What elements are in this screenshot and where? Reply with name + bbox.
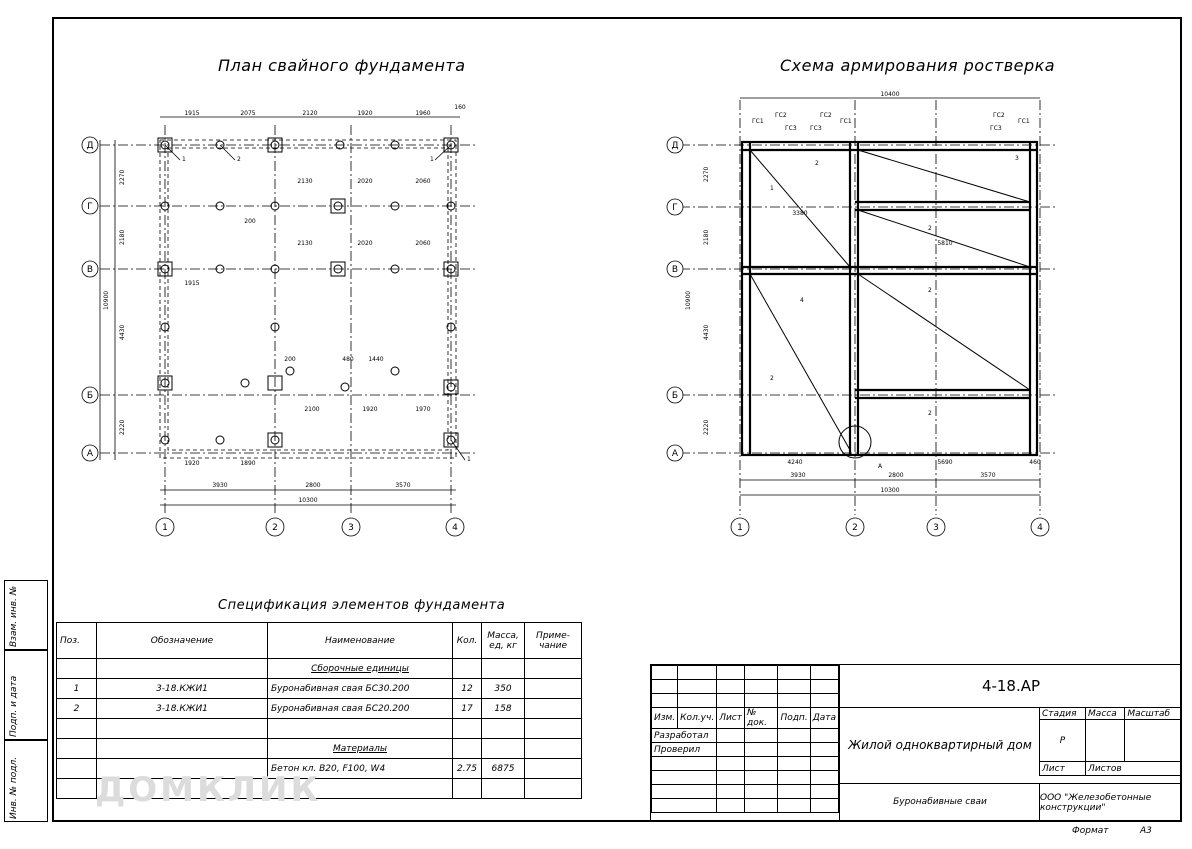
mass-label: Масса (1086, 708, 1125, 720)
dim-label: 5810 (937, 240, 953, 247)
axis-label: 3 (348, 523, 354, 533)
stage-value: Р (1040, 720, 1086, 762)
axis-label: 2 (272, 523, 278, 533)
dim-label: 1915 (184, 110, 200, 117)
side-stamp-label: Взам. инв. № (9, 585, 19, 647)
dim-label: 2130 (297, 240, 313, 247)
pile-mark: 1 (430, 156, 434, 163)
tb-col: Дата (810, 708, 838, 729)
spec-header: Поз. (57, 623, 97, 659)
stage-table (1039, 707, 1181, 776)
spec-cell (525, 759, 582, 779)
rebar-mark: 2 (928, 287, 932, 294)
dim-label: 10300 (880, 487, 900, 494)
spec-cell: 350 (482, 679, 525, 699)
dim-label: 10400 (880, 91, 900, 98)
rebar-mark: ГС2 (820, 112, 832, 119)
axis-label: Д (671, 141, 679, 151)
spec-header: Приме- чание (525, 623, 582, 659)
spec-cell: 158 (482, 699, 525, 719)
dim-label: 1960 (415, 110, 431, 117)
spec-header: Кол. (453, 623, 482, 659)
axis-label: 3 (933, 523, 939, 533)
spec-cell: 6875 (482, 759, 525, 779)
plan-title: План свайного фундамента (218, 56, 466, 75)
rebar-mark: 2 (928, 410, 932, 417)
axis-label: 4 (1037, 523, 1043, 533)
dim-label: 2270 (703, 166, 710, 182)
format-value: А3 (1140, 826, 1152, 836)
axis-label: В (671, 265, 679, 275)
pile-mark: 1 (467, 456, 471, 463)
rebar-mark: А (878, 463, 883, 470)
spec-header: Наименование (268, 623, 453, 659)
rebar-mark: 1 (770, 185, 774, 192)
pile-mark: 2 (237, 156, 241, 163)
dim-label: 4240 (787, 459, 803, 466)
dim-label: 3570 (395, 482, 411, 489)
dim-label: 2800 (888, 472, 904, 479)
rebar-mark: ГС1 (1018, 118, 1030, 125)
axis-label: Б (86, 391, 94, 401)
scheme-title: Схема армирования ростверка (780, 56, 1056, 75)
rebar-mark: ГС1 (752, 118, 764, 125)
dim-label: 1970 (415, 406, 431, 413)
dim-label: 5690 (937, 459, 953, 466)
tb-col: № док. (745, 708, 778, 729)
rebar-mark: ГС2 (775, 112, 787, 119)
dim-label: 1915 (184, 280, 200, 287)
dim-label: 2060 (415, 178, 431, 185)
dim-label: 2180 (119, 229, 126, 245)
dim-label: 2100 (304, 406, 320, 413)
dim-label: 1920 (357, 110, 373, 117)
dim-label: 4430 (119, 324, 126, 340)
side-stamp-sign (4, 650, 48, 740)
axis-label: 4 (452, 523, 458, 533)
spec-cell (525, 699, 582, 719)
dim-label: 3930 (212, 482, 228, 489)
spec-cell: Буронабивная свая БС30.200 (268, 679, 453, 699)
revision-table (651, 665, 839, 813)
project-cell (839, 707, 1040, 784)
dim-label: 2060 (415, 240, 431, 247)
dim-label: 2130 (297, 178, 313, 185)
axis-label: 1 (162, 523, 168, 533)
scale-label: Масштаб (1125, 708, 1181, 720)
dim-label: 1920 (184, 460, 200, 467)
spec-cell: Бетон кл. В20, F100, W4 (268, 759, 453, 779)
dim-label: 2800 (305, 482, 321, 489)
pile-mark: 1 (182, 156, 186, 163)
spec-cell: Буронабивная свая БС20.200 (268, 699, 453, 719)
dim-label: 1920 (362, 406, 378, 413)
rebar-mark: ГС3 (990, 125, 1002, 132)
spec-cell: 2.75 (453, 759, 482, 779)
spec-cell (57, 759, 97, 779)
dim-label: 2270 (119, 169, 126, 185)
rebar-mark: 2 (928, 225, 932, 232)
rebar-mark: 3 (1015, 155, 1019, 162)
dim-label: 10900 (685, 290, 692, 310)
tb-col: Изм. (652, 708, 678, 729)
pile-plan-drawing (80, 95, 500, 545)
dim-label: 2020 (357, 240, 373, 247)
side-stamp-label: Инв. № подл. (9, 756, 19, 819)
dim-label: 480 (342, 356, 354, 363)
spec-cell: 12 (453, 679, 482, 699)
dim-label: 2120 (302, 110, 318, 117)
rebar-mark: 4 (800, 297, 804, 304)
dim-label: 10900 (103, 290, 110, 310)
axis-label: А (671, 449, 679, 459)
rebar-mark: 2 (770, 375, 774, 382)
tb-col: Подп. (778, 708, 810, 729)
dim-label: 1890 (240, 460, 256, 467)
dim-label: 200 (284, 356, 296, 363)
sheet-name-cell (839, 783, 1040, 821)
sheet-label: Лист (1040, 762, 1086, 776)
side-stamp-label: Подп. и дата (9, 675, 19, 737)
table-row (57, 699, 582, 719)
doc-code-cell (839, 665, 1182, 708)
sheets-label: Листов (1086, 762, 1181, 776)
spec-cell (525, 679, 582, 699)
sheet-name: Буронабивные сваи (893, 797, 987, 807)
axis-label: Д (86, 141, 94, 151)
dim-label: 2220 (703, 419, 710, 435)
dim-label: 2180 (703, 229, 710, 245)
spec-section: Сборочные единицы (268, 659, 453, 679)
watermark: ДОМКЛИК (95, 770, 322, 810)
dim-label: 2220 (119, 419, 126, 435)
format-label: Формат (1072, 826, 1109, 836)
spec-section: Материалы (268, 739, 453, 759)
rebar-mark: ГС1 (840, 118, 852, 125)
company-cell (1039, 783, 1182, 822)
dim-label: 160 (454, 104, 466, 111)
spec-cell: 2 (57, 699, 97, 719)
dim-label: 3380 (792, 210, 808, 217)
axis-label: А (86, 449, 94, 459)
reinforcement-scheme-drawing (660, 90, 1080, 545)
spec-cell: 3-18.КЖИ1 (97, 699, 268, 719)
tb-col: Кол.уч. (678, 708, 717, 729)
dim-label: 3570 (980, 472, 996, 479)
axis-label: 2 (852, 523, 858, 533)
axis-label: Г (87, 202, 93, 212)
spec-header: Обозначение (97, 623, 268, 659)
dim-label: 460 (1029, 459, 1041, 466)
axis-label: 1 (737, 523, 743, 533)
dim-label: 2075 (240, 110, 256, 117)
rebar-mark: ГС2 (993, 112, 1005, 119)
spec-header: Масса, ед, кг (482, 623, 525, 659)
axis-label: Г (672, 203, 678, 213)
dim-label: 200 (244, 218, 256, 225)
axis-label: Б (671, 391, 679, 401)
stage-label: Стадия (1040, 708, 1086, 720)
tb-role: Проверил (652, 743, 717, 757)
side-stamp-replace (4, 580, 48, 650)
table-row (57, 679, 582, 699)
rebar-mark: ГС3 (785, 125, 797, 132)
spec-cell: 17 (453, 699, 482, 719)
spec-title: Спецификация элементов фундамента (218, 598, 506, 613)
rebar-mark: 2 (815, 160, 819, 167)
dim-label: 10300 (298, 497, 318, 504)
rebar-mark: ГС3 (810, 125, 822, 132)
dim-label: 1440 (368, 356, 384, 363)
title-block (650, 664, 1182, 822)
spec-cell: 3-18.КЖИ1 (97, 679, 268, 699)
side-stamp-inv (4, 740, 48, 822)
tb-col: Лист (717, 708, 745, 729)
spec-cell: 1 (57, 679, 97, 699)
axis-label: В (86, 265, 94, 275)
dim-label: 2020 (357, 178, 373, 185)
tb-role: Разработал (652, 729, 717, 743)
dim-label: 4430 (703, 324, 710, 340)
dim-label: 3930 (790, 472, 806, 479)
company-name: ООО "Железобетонные конструкции" (1040, 793, 1152, 813)
project-name: Жилой одноквартирный дом (848, 738, 1032, 752)
doc-code: 4-18.АР (981, 677, 1041, 695)
